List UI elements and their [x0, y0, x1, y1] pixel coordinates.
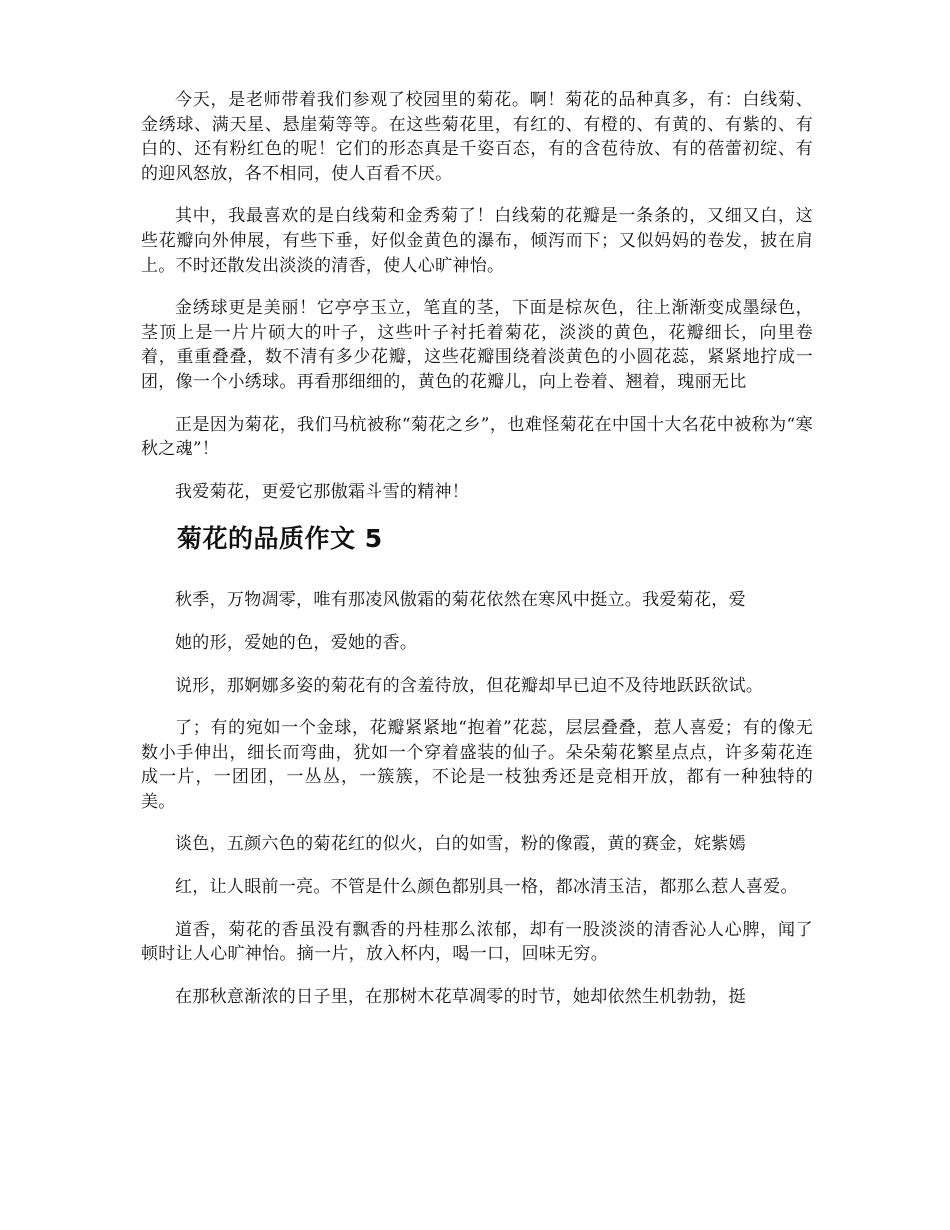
section-heading: 菊花的品质作文 5 — [177, 524, 383, 554]
paragraph: 了；有的宛如一个金球，花瓣紧紧地“抱着”花蕊，层层叠叠，惹人喜爱；有的像无数小手伸出，细长而弯曲，犹如一个穿着盛装的仙子。朵朵菊花繁星点点，许多菊花连成一片，一团团，一丛丛，一簇簇，不论是一枝独秀还是竞相开放，都有一种独特的美。 — [141, 718, 813, 812]
paragraph: 道香，菊花的香虽没有飘香的丹桂那么浓郁，却有一股淡淡的清香沁人心脾，闻了顿时让人心旷神怡。摘一片，放入杯内，喝一口，回味无穷。 — [141, 919, 813, 965]
paragraph: 今天，是老师带着我们参观了校园里的菊花。啊！菊花的品种真多，有：白线菊、金绣球、满天星、悬崖菊等等。在这些菊花里，有红的、有橙的、有黄的、有紫的、有白的、还有粉红色的呢！它们的形态真是千姿百态，有的含苞待放、有的蓓蕾初绽、有的迎风怒放，各不相同，使人百看不厌。 — [141, 90, 813, 184]
paragraph: 在那秋意渐浓的日子里，在那树木花草凋零的时节，她却依然生机勃勃，挺 — [175, 986, 746, 1007]
paragraph: 红，让人眼前一亮。不管是什么颜色都别具一格，都冰清玉洁，都那么惹人喜爱。 — [175, 877, 798, 898]
paragraph: 秋季，万物凋零，唯有那凌风傲霜的菊花依然在寒风中挺立。我爱菊花，爱 — [175, 590, 746, 611]
paragraph: 说形，那婀娜多姿的菊花有的含羞待放，但花瓣却早已迫不及待地跃跃欲试。 — [175, 675, 764, 696]
paragraph: 我爱菊花，更爱它那傲霜斗雪的精神！ — [175, 481, 470, 502]
document-page — [141, 88, 813, 1027]
paragraph: 谈色，五颜六色的菊花红的似火，白的如雪，粉的像霞，黄的赛金，姹紫嫣 — [175, 834, 746, 855]
paragraph: 正是因为菊花，我们马杭被称“菊花之乡”，也难怪菊花在中国十大名花中被称为“寒秋之魂”！ — [141, 414, 813, 460]
paragraph: 金绣球更是美丽！它亭亭玉立，笔直的茎，下面是棕灰色，往上渐渐变成墨绿色，茎顶上是一片片硕大的叶子，这些叶子衬托着菊花，淡淡的黄色，花瓣细长，向里卷着，重重叠叠，数不清有多少花瓣，这些花瓣围绕着淡黄色的小圆花蕊，紧紧地拧成一团，像一个小绣球。再看那细细的，黄色的花瓣儿，向上卷着、翘着，瑰丽无比 — [141, 298, 813, 392]
paragraph: 她的形，爱她的色，爱她的香。 — [175, 632, 418, 653]
paragraph: 其中，我最喜欢的是白线菊和金秀菊了！白线菊的花瓣是一条条的，又细又白，这些花瓣向外伸展，有些下垂，好似金黄色的瀑布，倾泻而下；又似妈妈的卷发，披在肩上。不时还散发出淡淡的清香，使人心旷神怡。 — [141, 206, 813, 276]
